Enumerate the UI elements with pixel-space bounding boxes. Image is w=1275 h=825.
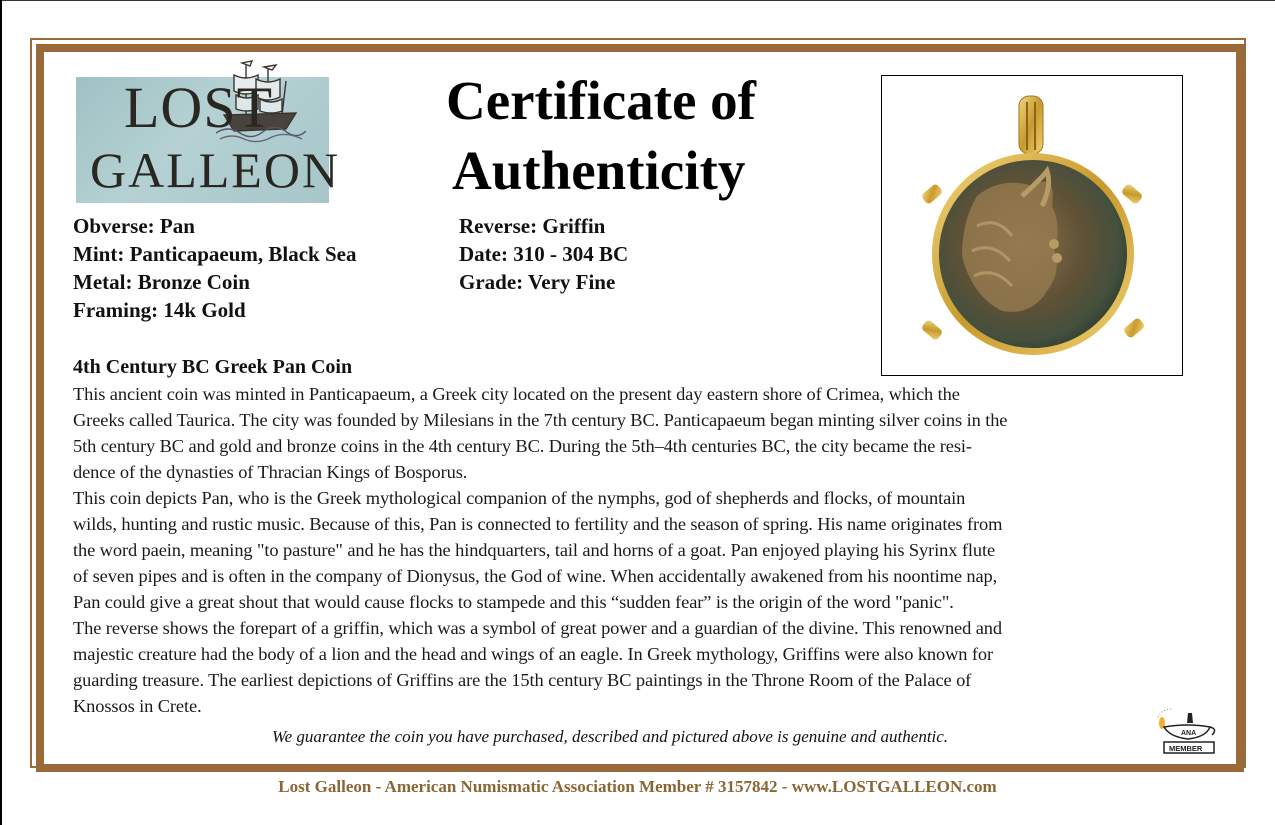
ana-lamp-icon bbox=[1148, 707, 1220, 755]
logo-text-lost: LOST bbox=[124, 75, 273, 140]
description-line: of seven pipes and is often in the company of Dionysus, the God of wine. When accidentally awakened from his noontime nap, bbox=[73, 566, 998, 586]
ana-member-badge bbox=[1148, 707, 1220, 755]
coin-pendant-image bbox=[882, 76, 1182, 375]
spec-obverse: Obverse: Pan bbox=[73, 214, 195, 238]
lost-galleon-logo bbox=[76, 75, 341, 203]
description-line: Pan could give a great shout that would cause flocks to stampede and this “sudden fear” is the origin of the word "panic". bbox=[73, 592, 954, 612]
spec-framing: Framing: 14k Gold bbox=[73, 298, 246, 322]
coin-image-frame bbox=[881, 75, 1183, 376]
title-line-1: Certificate of bbox=[446, 70, 756, 131]
certificate-title bbox=[446, 66, 756, 206]
description-body bbox=[73, 381, 1223, 719]
specs-right-column bbox=[459, 212, 628, 296]
description-heading: 4th Century BC Greek Pan Coin bbox=[73, 356, 353, 378]
svg-text:MEMBER: MEMBER bbox=[1169, 744, 1203, 753]
description-line: Knossos in Crete. bbox=[73, 696, 202, 716]
description-line: majestic creature had the body of a lion and the head and wings of an eagle. In Greek mythology, Griffins were also known for bbox=[73, 644, 994, 664]
guarantee-statement: We guarantee the coin you have purchased, described and pictured above is genuine and authentic. bbox=[272, 727, 949, 746]
description-line: 5th century BC and gold and bronze coins in the 4th century BC. During the 5th–4th centuries BC, the city became the resi- bbox=[73, 436, 972, 456]
screen-top-edge bbox=[0, 0, 1275, 1]
description-line: dence of the dynasties of Thracian Kings of Bosporus. bbox=[73, 462, 468, 482]
screen-left-edge bbox=[0, 0, 2, 825]
description-line: the word paein, meaning "to pasture" and he has the hindquarters, tail and horns of a goat. Pan enjoyed playing his Syrinx flute bbox=[73, 540, 996, 560]
spec-mint: Mint: Panticapaeum, Black Sea bbox=[73, 242, 357, 266]
spec-reverse: Reverse: Griffin bbox=[459, 214, 606, 238]
description-line: This ancient coin was minted in Panticapaeum, a Greek city located on the present day eastern shore of Crimea, which the bbox=[73, 384, 960, 404]
description-line: wilds, hunting and rustic music. Because of this, Pan is connected to fertility and the season of spring. His name originates from bbox=[73, 514, 1003, 534]
title-line-2: Authenticity bbox=[452, 140, 746, 201]
spec-date: Date: 310 - 304 BC bbox=[459, 242, 629, 266]
footer-membership-line: Lost Galleon - American Numismatic Association Member # 3157842 - www.LOSTGALLEON.com bbox=[278, 777, 997, 796]
spec-grade: Grade: Very Fine bbox=[459, 270, 616, 294]
description-line: This coin depicts Pan, who is the Greek mythological companion of the nymphs, god of shepherds and flocks, of mountain bbox=[73, 488, 966, 508]
svg-text:ANA: ANA bbox=[1181, 730, 1197, 737]
logo-text-galleon: GALLEON bbox=[90, 142, 341, 198]
description-line: The reverse shows the forepart of a griffin, which was a symbol of great power and a guardian of the divine. This renowned and bbox=[73, 618, 1002, 638]
description-line: Greeks called Taurica. The city was founded by Milesians in the 7th century BC. Panticapaeum began minting silver coins in the bbox=[73, 410, 1008, 430]
spec-metal: Metal: Bronze Coin bbox=[73, 270, 250, 294]
description-line: guarding treasure. The earliest depictions of Griffins are the 15th century BC paintings in the Throne Room of the Palace of bbox=[73, 670, 972, 690]
specs-left-column bbox=[73, 212, 357, 324]
